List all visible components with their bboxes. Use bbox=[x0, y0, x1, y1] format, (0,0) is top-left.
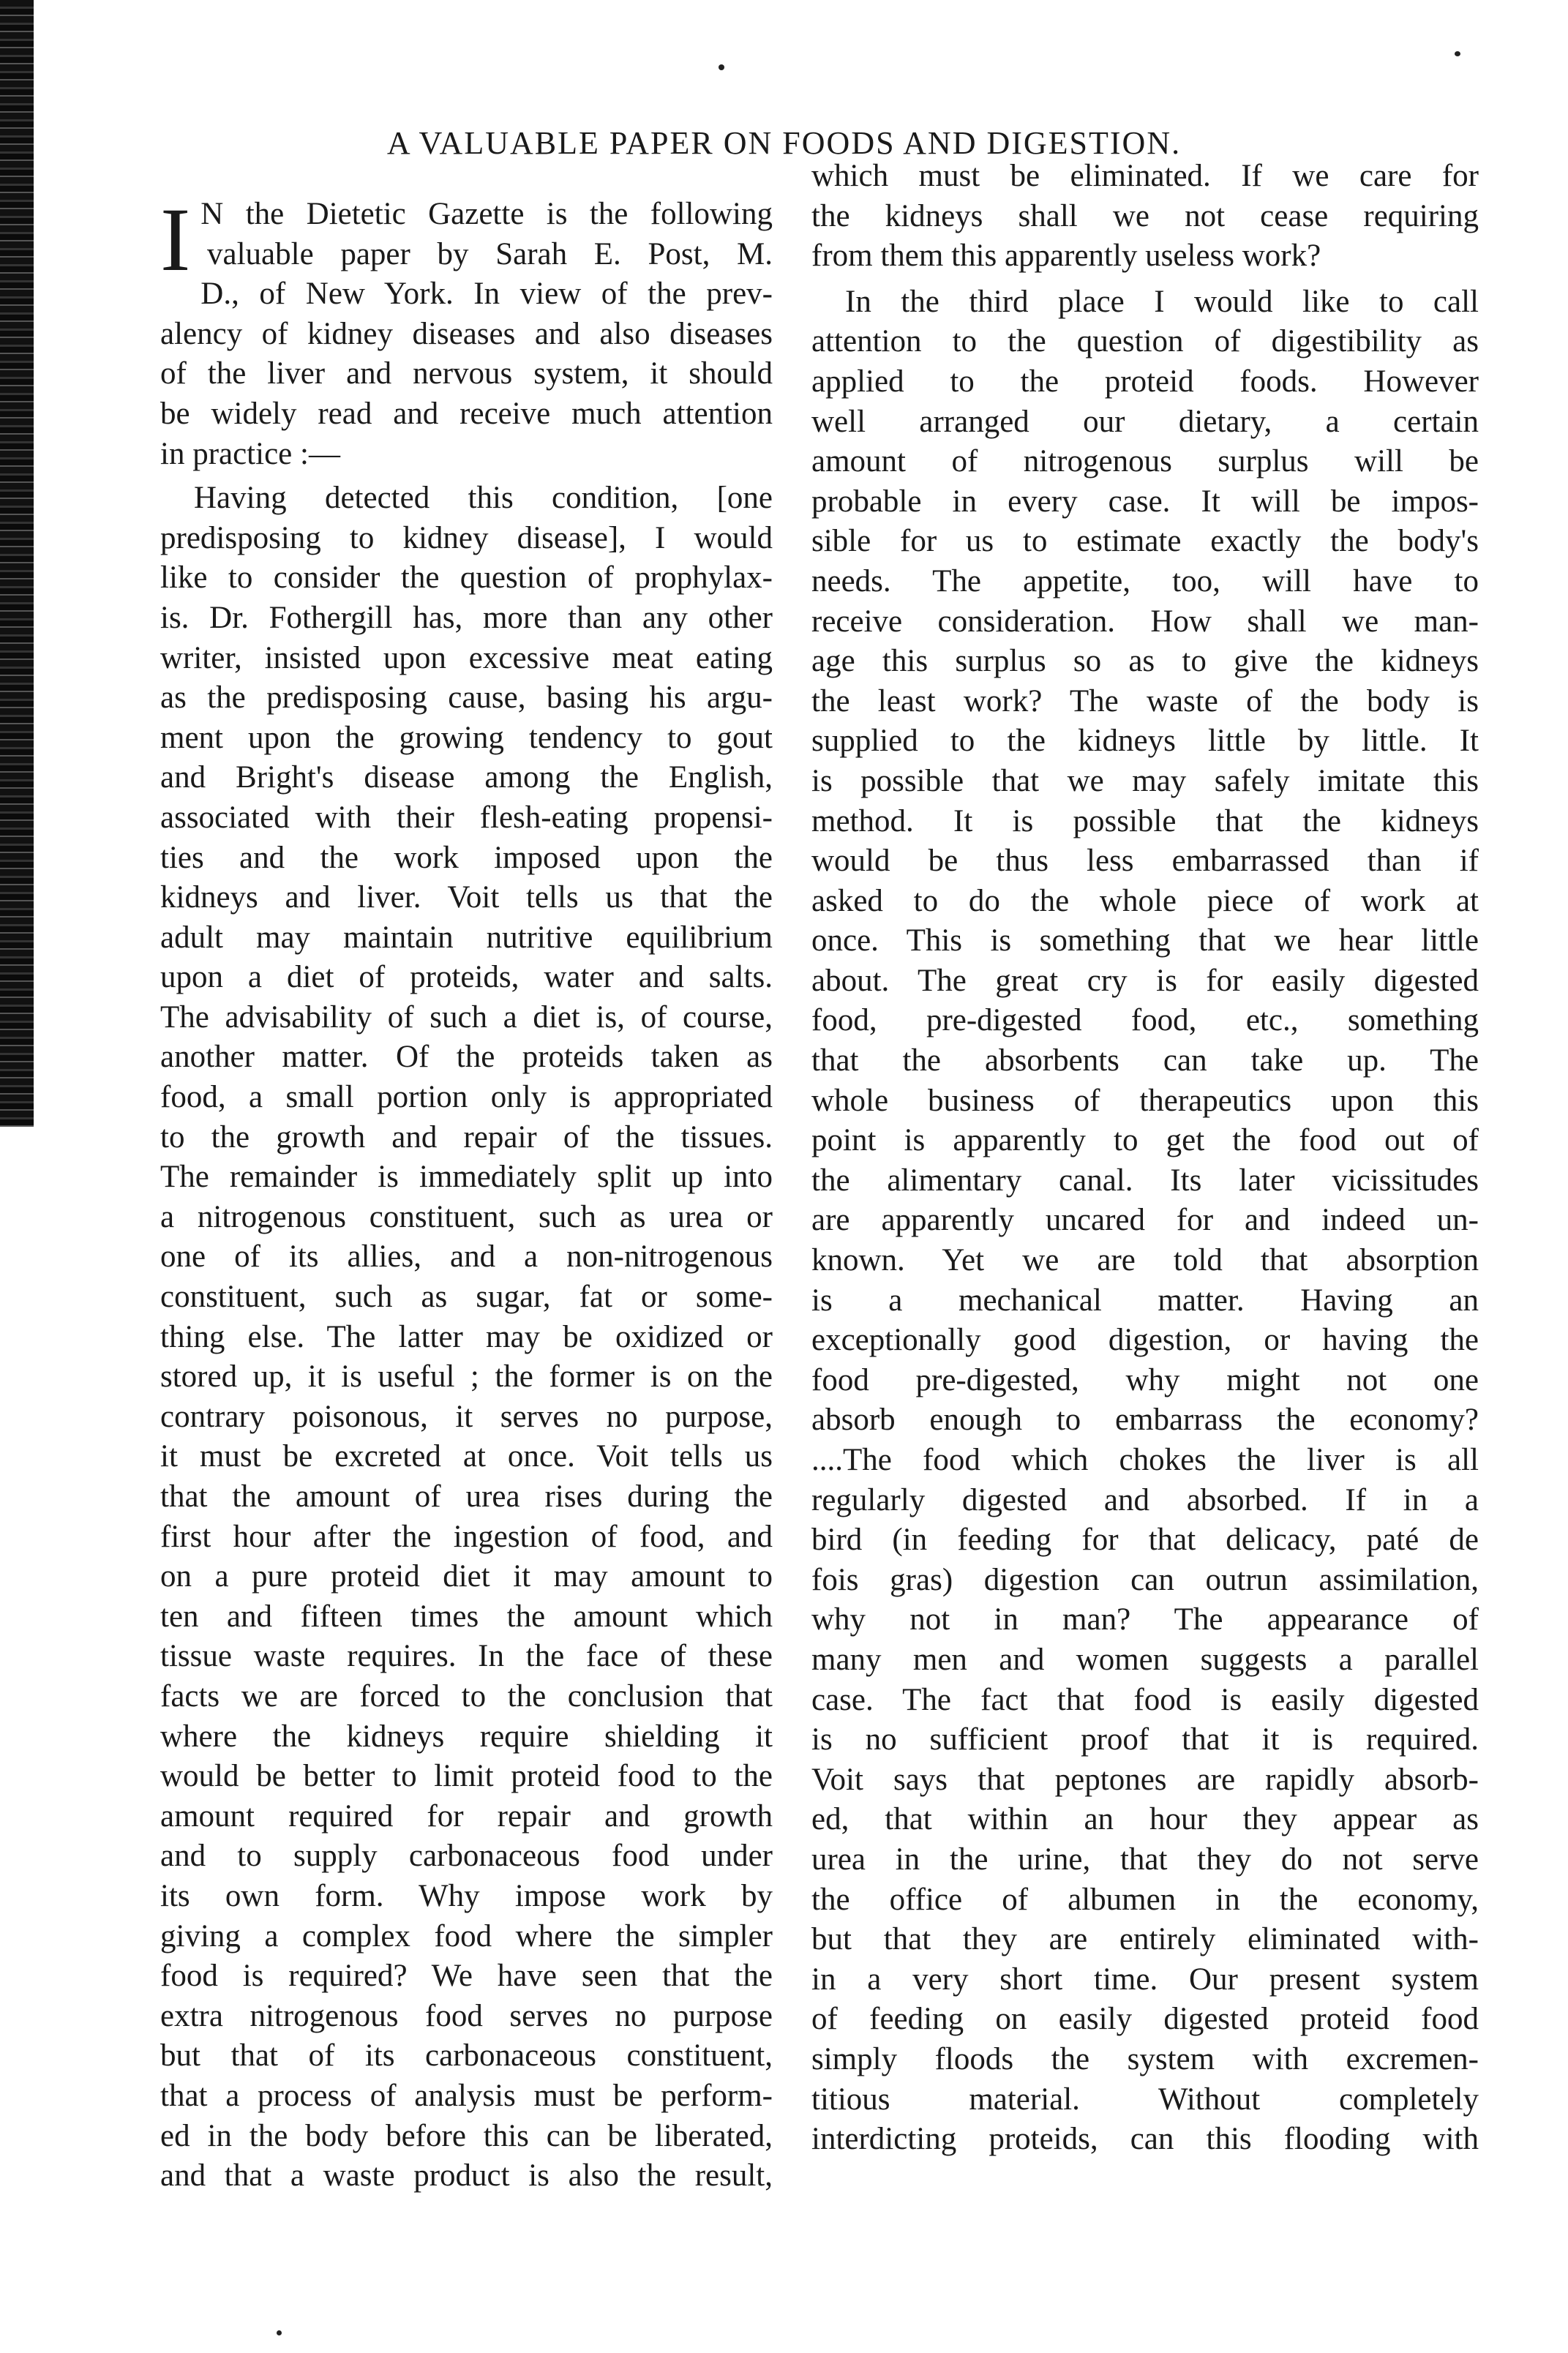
text-line: Having detected this condition, [one bbox=[194, 481, 773, 516]
text-line: case. The fact that food is easily digested bbox=[811, 1682, 1479, 1717]
text-line: associated with their flesh-eating propensi- bbox=[160, 800, 773, 835]
scan-speck bbox=[719, 64, 724, 70]
scan-edge-bar bbox=[0, 0, 34, 1127]
text-line: valuable paper by Sarah E. Post, M. bbox=[207, 236, 773, 271]
text-line: constituent, such as sugar, fat or some- bbox=[160, 1280, 773, 1315]
text-line: contrary poisonous, it serves no purpose, bbox=[160, 1399, 773, 1434]
text-line: but that they are entirely eliminated with- bbox=[811, 1922, 1479, 1957]
text-line: it must be excreted at once. Voit tells us bbox=[160, 1439, 773, 1474]
text-line: food, a small portion only is appropriated bbox=[160, 1080, 773, 1115]
text-line: titious material. Without completely bbox=[811, 2082, 1479, 2117]
text-line: kidneys and liver. Voit tells us that the bbox=[160, 880, 773, 915]
paragraph bbox=[811, 157, 1479, 277]
paragraph bbox=[811, 282, 1479, 2160]
text-line: is possible that we may safely imitate this bbox=[811, 763, 1479, 798]
text-line: whole business of therapeutics upon this bbox=[811, 1083, 1479, 1118]
text-line: The advisability of such a diet is, of course, bbox=[160, 999, 773, 1035]
text-line: in practice :— bbox=[160, 436, 340, 471]
text-line: alency of kidney diseases and also diseases bbox=[160, 316, 773, 351]
text-line: adult may maintain nutritive equilibrium bbox=[160, 920, 773, 955]
text-line: food is required? We have seen that the bbox=[160, 1959, 773, 1994]
paragraph bbox=[160, 189, 773, 474]
text-line: fois gras) digestion can outrun assimilation, bbox=[811, 1562, 1479, 1597]
text-line: point is apparently to get the food out of bbox=[811, 1123, 1479, 1158]
text-line: the alimentary canal. Its later vicissitudes bbox=[811, 1163, 1479, 1198]
text-line: bird (in feeding for that delicacy, paté de bbox=[811, 1523, 1479, 1558]
text-line: why not in man? The appearance of bbox=[811, 1602, 1479, 1637]
text-line: that a process of analysis must be perform- bbox=[160, 2078, 773, 2113]
drop-cap: I bbox=[160, 189, 191, 290]
text-line: known. Yet we are told that absorption bbox=[811, 1243, 1479, 1278]
text-line: stored up, it is useful ; the former is on the bbox=[160, 1359, 773, 1395]
text-line: is a mechanical matter. Having an bbox=[811, 1283, 1479, 1318]
text-line: N the Dietetic Gazette is the following bbox=[200, 197, 773, 231]
scan-speck bbox=[277, 2330, 282, 2335]
text-line: in a very short time. Our present system bbox=[811, 1962, 1479, 1997]
text-line: on a pure proteid diet it may amount to bbox=[160, 1559, 773, 1594]
text-line: ment upon the growing tendency to gout bbox=[160, 720, 773, 755]
text-line: one of its allies, and a non-nitrogenous bbox=[160, 1239, 773, 1275]
text-line: predisposing to kidney disease], I would bbox=[160, 520, 773, 555]
text-line: absorb enough to embarrass the economy? bbox=[811, 1403, 1479, 1438]
text-line: its own form. Why impose work by bbox=[160, 1878, 773, 1913]
text-line: tissue waste requires. In the face of these bbox=[160, 1639, 773, 1674]
text-line: simply floods the system with excremen- bbox=[811, 2041, 1479, 2076]
text-line: would be thus less embarrassed than if bbox=[811, 844, 1479, 879]
article-title: A VALUABLE PAPER ON FOODS AND DIGESTION. bbox=[386, 125, 1182, 161]
text-line: well arranged our dietary, a certain bbox=[811, 404, 1479, 439]
text-line: first hour after the ingestion of food, and bbox=[160, 1519, 773, 1554]
text-line: which must be eliminated. If we care for bbox=[811, 159, 1479, 193]
text-line: sible for us to estimate exactly the body's bbox=[811, 524, 1479, 559]
text-line: of the liver and nervous system, it should bbox=[160, 356, 773, 391]
text-line: giving a complex food where the simpler bbox=[160, 1918, 773, 1954]
text-line: age this surplus so as to give the kidneys bbox=[811, 644, 1479, 679]
text-line: The remainder is immediately split up into bbox=[160, 1160, 773, 1195]
text-line: amount required for repair and growth bbox=[160, 1798, 773, 1834]
text-line: be widely read and receive much attention bbox=[160, 396, 773, 431]
text-line: but that of its carbonaceous constituent, bbox=[160, 2038, 773, 2074]
text-line: food, pre-digested food, etc., something bbox=[811, 1003, 1479, 1038]
text-line: supplied to the kidneys little by little. It bbox=[811, 724, 1479, 759]
text-line: ed, that within an hour they appear as bbox=[811, 1802, 1479, 1837]
text-line: method. It is possible that the kidneys bbox=[811, 803, 1479, 838]
text-line: D., of New York. In view of the prev- bbox=[200, 277, 773, 312]
text-line: amount of nitrogenous surplus will be bbox=[811, 444, 1479, 479]
text-line: where the kidneys require shielding it bbox=[160, 1719, 773, 1754]
text-line: would be better to limit proteid food to the bbox=[160, 1759, 773, 1794]
text-line: ten and fifteen times the amount which bbox=[160, 1599, 773, 1634]
text-line: thing else. The latter may be oxidized or bbox=[160, 1319, 773, 1354]
text-line: regularly digested and absorbed. If in a bbox=[811, 1482, 1479, 1517]
text-line: like to consider the question of prophylax- bbox=[160, 560, 773, 596]
text-line: of feeding on easily digested proteid food bbox=[811, 2002, 1479, 2037]
text-line: exceptionally good digestion, or having the bbox=[811, 1323, 1479, 1358]
text-line: about. The great cry is for easily digested bbox=[811, 963, 1479, 998]
text-line: and that a waste product is also the result, bbox=[160, 2158, 773, 2193]
text-line: receive consideration. How shall we man- bbox=[811, 604, 1479, 639]
text-line: needs. The appetite, too, will have to bbox=[811, 563, 1479, 598]
text-line: from them this apparently useless work? bbox=[811, 239, 1321, 274]
text-line: interdicting proteids, can this flooding with bbox=[811, 2122, 1479, 2157]
text-line: that the amount of urea rises during the bbox=[160, 1479, 773, 1514]
text-line: the office of albumen in the economy, bbox=[811, 1882, 1479, 1917]
left-column bbox=[160, 189, 773, 2196]
text-line: upon a diet of proteids, water and salts. bbox=[160, 960, 773, 995]
text-line: extra nitrogenous food serves no purpose bbox=[160, 1998, 773, 2033]
text-line: another matter. Of the proteids taken as bbox=[160, 1040, 773, 1075]
text-line: and to supply carbonaceous food under bbox=[160, 1839, 773, 1874]
right-column bbox=[811, 157, 1479, 2160]
text-line: urea in the urine, that they do not serve bbox=[811, 1842, 1479, 1877]
text-line: probable in every case. It will be impos- bbox=[811, 484, 1479, 519]
text-line: the least work? The waste of the body is bbox=[811, 683, 1479, 718]
text-line: food pre-digested, why might not one bbox=[811, 1362, 1479, 1397]
text-line: as the predisposing cause, basing his argu- bbox=[160, 680, 773, 716]
text-line: that the absorbents can take up. The bbox=[811, 1043, 1479, 1078]
text-line: Voit says that peptones are rapidly absorb- bbox=[811, 1762, 1479, 1797]
text-line: writer, insisted upon excessive meat eating bbox=[160, 640, 773, 675]
text-line: a nitrogenous constituent, such as urea or bbox=[160, 1199, 773, 1234]
text-line: is. Dr. Fothergill has, more than any other bbox=[160, 600, 773, 635]
text-line: attention to the question of digestibility as bbox=[811, 324, 1479, 359]
text-line: ties and the work imposed upon the bbox=[160, 840, 773, 875]
text-line: facts we are forced to the conclusion that bbox=[160, 1678, 773, 1714]
text-line: ....The food which chokes the liver is all bbox=[811, 1443, 1479, 1477]
text-line: and Bright's disease among the English, bbox=[160, 760, 773, 795]
text-line: to the growth and repair of the tissues. bbox=[160, 1119, 773, 1155]
text-line: the kidneys shall we not cease requiring bbox=[811, 198, 1479, 233]
scan-speck bbox=[1455, 51, 1460, 56]
text-line: are apparently uncared for and indeed un- bbox=[811, 1203, 1479, 1238]
text-line: ed in the body before this can be liberated, bbox=[160, 2118, 773, 2153]
paragraph bbox=[160, 479, 773, 2196]
text-line: once. This is something that we hear little bbox=[811, 923, 1479, 958]
text-line: In the third place I would like to call bbox=[845, 284, 1479, 319]
text-line: many men and women suggests a parallel bbox=[811, 1642, 1479, 1677]
text-line: is no sufficient proof that it is required. bbox=[811, 1722, 1479, 1757]
text-line: asked to do the whole piece of work at bbox=[811, 883, 1479, 918]
text-line: applied to the proteid foods. However bbox=[811, 364, 1479, 399]
